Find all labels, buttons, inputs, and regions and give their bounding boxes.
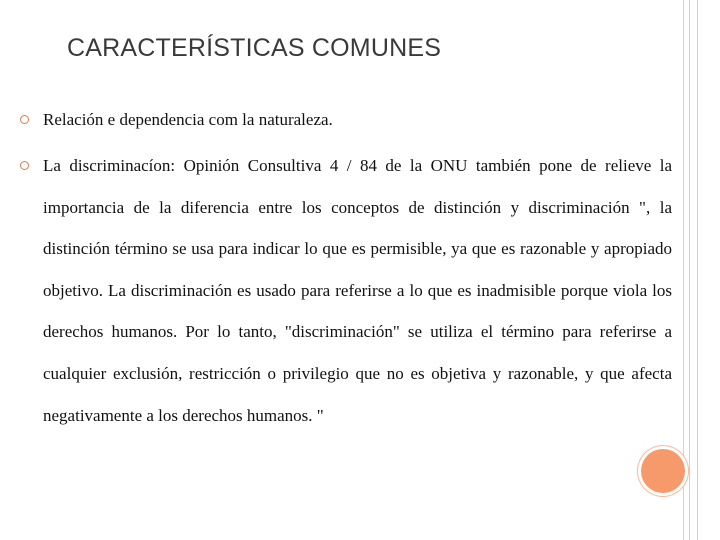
frame-line-right: [697, 0, 698, 540]
hollow-circle-bullet-icon: [20, 161, 29, 170]
frame-line-left: [683, 0, 684, 540]
bullet-text: La discriminacíon: Opinión Consultiva 4 / 84 de la ONU también pone de relieve la importancia de la diferencia entre los conceptos de distinción y discriminación ", la distinción término se usa para indicar lo que es permisible, ya que es razonable y apropiado objetivo. La discriminación es usado para referirse a lo que es inadmisible porque viola los derechos humanos. Por lo tanto, "discriminación" se utiliza el término para referirse a cualquier exclusión, restricción o privilegio que no es objetiva y razonable, y que afecta negativamente a los derechos humanos. ": [43, 156, 672, 425]
orange-circle-icon: [641, 449, 685, 493]
bullet-text: Relación e dependencia com la naturaleza.: [43, 110, 333, 129]
hollow-circle-bullet-icon: [20, 115, 29, 124]
slide-title: CARACTERÍSTICAS COMUNES: [67, 34, 442, 62]
frame-line-middle: [689, 0, 690, 540]
